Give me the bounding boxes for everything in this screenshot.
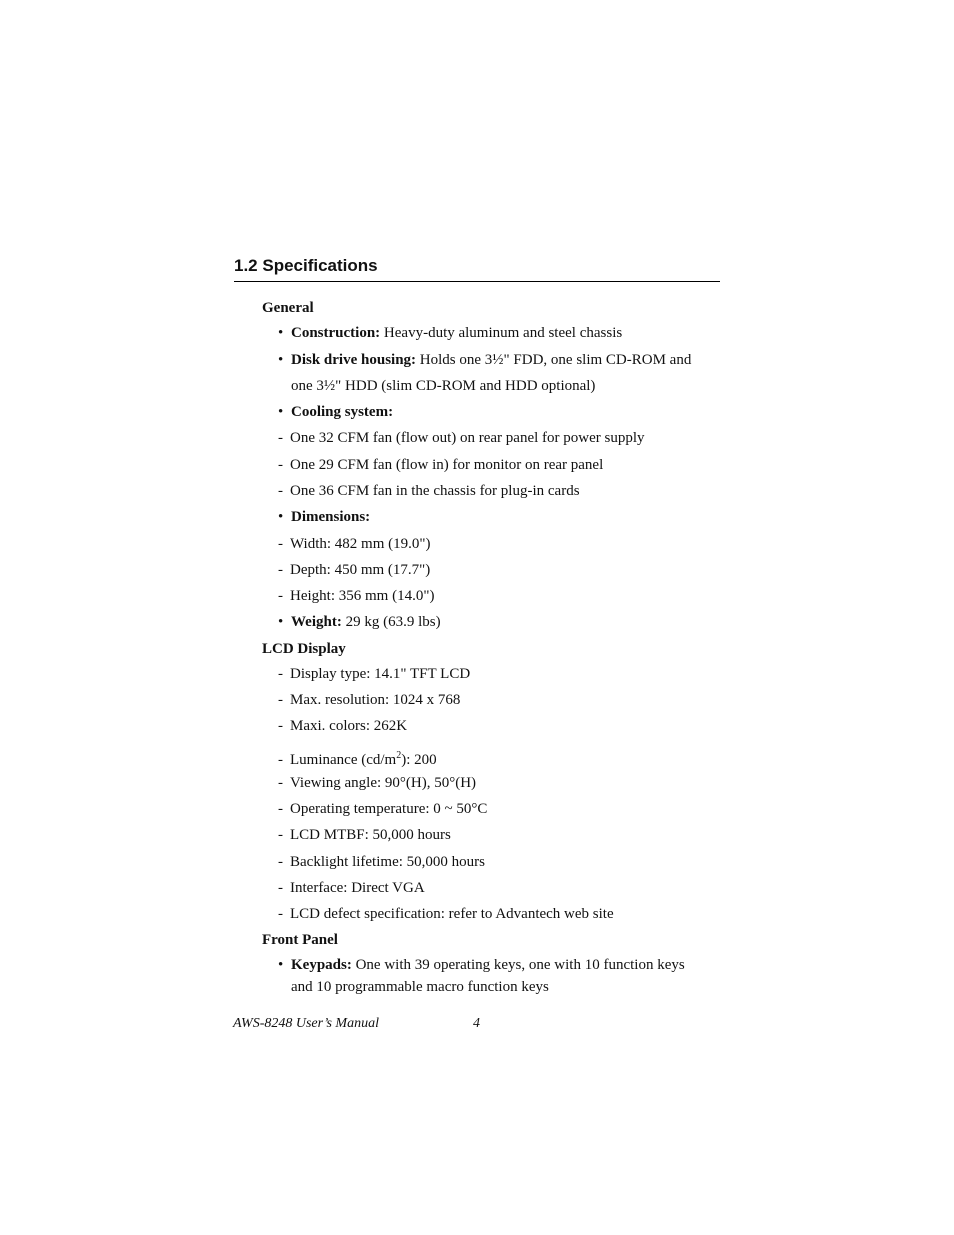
lcd-text: Viewing angle: 90°(H), 50°(H): [290, 775, 477, 791]
lcd-item: [278, 878, 425, 898]
construction-label: Construction:: [291, 325, 381, 341]
keypads-label: Keypads:: [291, 957, 352, 973]
dash-mark: -: [278, 562, 283, 578]
lcd-text: Operating temperature: 0 ~ 50°C: [290, 801, 488, 817]
cooling-sub-item: [278, 481, 580, 501]
lcd-item: [278, 716, 407, 736]
disk-item: [278, 350, 691, 370]
lcd-text: Backlight lifetime: 50,000 hours: [290, 854, 485, 870]
lcd-item: [278, 664, 470, 684]
luminance-suffix: ): 200: [401, 752, 437, 768]
weight-text: 29 kg (63.9 lbs): [341, 614, 441, 630]
bullet-mark: •: [278, 325, 284, 341]
dash-mark: -: [278, 854, 283, 870]
lcd-item: [278, 825, 451, 845]
dash-mark: -: [278, 666, 283, 682]
dimension-text: Depth: 450 mm (17.7"): [290, 562, 431, 578]
dash-mark: -: [278, 536, 283, 552]
disk-label: Disk drive housing:: [291, 352, 417, 368]
section-heading: 1.2 Specifications: [234, 255, 720, 282]
lcd-item: [278, 690, 460, 710]
bullet-mark: •: [278, 404, 284, 420]
cooling-text: One 29 CFM fan (flow in) for monitor on rear panel: [290, 457, 604, 473]
cooling-item: [278, 402, 393, 422]
lcd-item: [278, 852, 485, 872]
dimension-sub-item: [278, 534, 431, 554]
bullet-mark: •: [278, 352, 284, 368]
bullet-mark: •: [278, 509, 284, 525]
dimensions-label: Dimensions:: [291, 509, 371, 525]
lcd-text: Display type: 14.1" TFT LCD: [290, 666, 471, 682]
dash-mark: -: [278, 692, 283, 708]
lcd-title: LCD Display: [262, 641, 346, 657]
dash-mark: -: [278, 827, 283, 843]
lcd-text: LCD defect specification: refer to Advantech web site: [290, 906, 614, 922]
cooling-sub-item: [278, 455, 603, 475]
dimension-sub-item: [278, 586, 434, 606]
lcd-luminance-item: [278, 746, 437, 770]
lcd-text: Max. resolution: 1024 x 768: [290, 692, 461, 708]
weight-item: [278, 612, 441, 632]
bullet-mark: •: [278, 614, 284, 630]
front-panel-title: Front Panel: [262, 932, 338, 948]
dimensions-item: [278, 507, 370, 527]
luminance-prefix: Luminance (cd/m: [290, 752, 397, 768]
weight-label: Weight:: [291, 614, 342, 630]
keypads-text: One with 39 operating keys, one with 10 function keys: [351, 957, 685, 973]
dash-mark: -: [278, 430, 283, 446]
footer-page-number: 4: [473, 1016, 480, 1031]
bullet-mark: •: [278, 957, 284, 973]
dash-mark: -: [278, 752, 283, 768]
disk-text: Holds one 3½" FDD, one slim CD-ROM and: [416, 352, 692, 368]
lcd-text: LCD MTBF: 50,000 hours: [290, 827, 451, 843]
construction-item: [278, 323, 622, 343]
dash-mark: -: [278, 457, 283, 473]
dimension-sub-item: [278, 560, 430, 580]
dash-mark: -: [278, 483, 283, 499]
dash-mark: -: [278, 801, 283, 817]
lcd-text: Interface: Direct VGA: [290, 880, 425, 896]
construction-text: Heavy-duty aluminum and steel chassis: [380, 325, 623, 341]
dimension-text: Height: 356 mm (14.0"): [290, 588, 435, 604]
luminance-superscript: 2: [396, 750, 402, 761]
disk-text-continued: one 3½" HDD (slim CD-ROM and HDD optional): [291, 378, 596, 394]
cooling-text: One 32 CFM fan (flow out) on rear panel for power supply: [290, 430, 645, 446]
cooling-sub-item: [278, 428, 645, 448]
keypads-item: [278, 955, 685, 975]
general-title: General: [262, 300, 314, 316]
keypads-text-continued: and 10 programmable macro function keys: [291, 979, 549, 995]
dash-mark: -: [278, 775, 283, 791]
dash-mark: -: [278, 906, 283, 922]
lcd-item: [278, 799, 487, 819]
lcd-item: [278, 904, 614, 924]
dash-mark: -: [278, 880, 283, 896]
lcd-text: Maxi. colors: 262K: [290, 718, 408, 734]
footer-manual-title: AWS-8248 User’s Manual: [233, 1016, 379, 1031]
cooling-label: Cooling system:: [291, 404, 394, 420]
cooling-text: One 36 CFM fan in the chassis for plug-in cards: [290, 483, 580, 499]
dash-mark: -: [278, 588, 283, 604]
dimension-text: Width: 482 mm (19.0"): [290, 536, 431, 552]
dash-mark: -: [278, 718, 283, 734]
lcd-item: [278, 773, 476, 793]
